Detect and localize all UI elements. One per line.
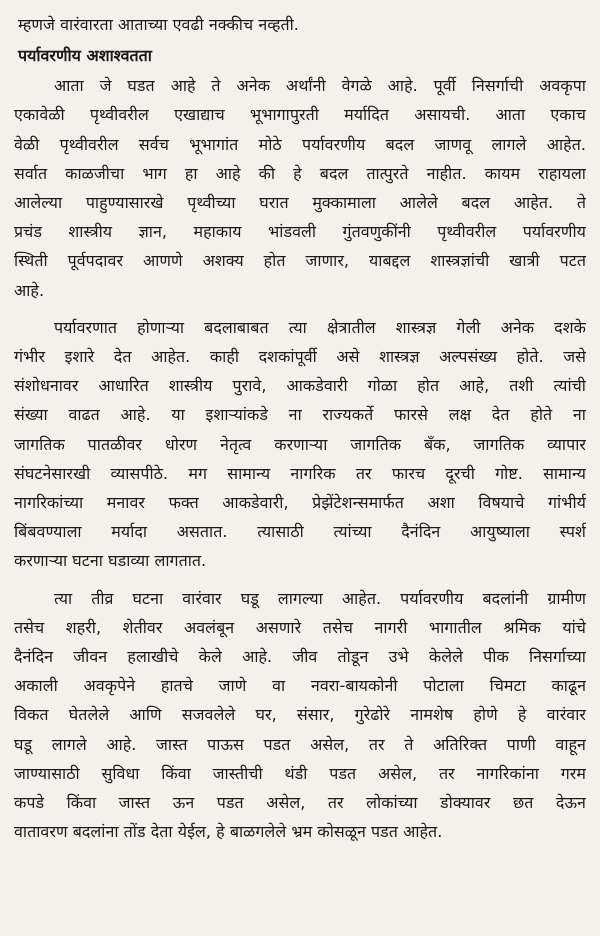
paragraph-line: वेळी पृथ्वीवरील सर्वच भूभागांत मोठे पर्यावरणीय बदल जाणवू लागले आहेत. xyxy=(14,134,586,154)
paragraph-line: पर्यावरणात होणाऱ्या बदलाबाबत त्या क्षेत्रातील शास्त्रज्ञ गेली अनेक दशके xyxy=(54,317,586,337)
paragraph-line: करणाऱ्या घटना घडाव्या लागतात. xyxy=(14,551,207,571)
paragraph-line: अकाली अवकृपेने हातचे जाणे वा नवरा-बायकोनी पोटाला चिमटा काढून xyxy=(14,676,586,696)
paragraph-line: घडू लागले आहे. जास्त पाऊस पडत असेल, तर ते अतिरिक्त पाणी वाहून xyxy=(14,734,586,754)
paragraph-line: गंभीर इशारे देत आहेत. काही दशकांपूर्वी असे शास्त्रज्ञ अल्पसंख्य होते. जसे xyxy=(14,347,586,367)
intro-line: म्हणजे वारंवारता आताच्या एवढी नक्कीच नव्हती. xyxy=(18,15,299,34)
paragraph-1 xyxy=(14,71,586,305)
paragraph-line: त्या तीव्र घटना वारंवार घडू लागल्या आहेत. पर्यावरणीय बदलांनी ग्रामीण xyxy=(54,588,586,608)
paragraph-line: नागरिकांच्या मनावर फक्त आकडेवारी, प्रेझेंटेशन्समार्फत अशा विषयाचे गांभीर्य xyxy=(14,493,586,513)
paragraph-line: तसेच शहरी, शेतीवर अवलंबून असणारे तसेच नागरी भागातील श्रमिक यांचे xyxy=(14,617,586,637)
paragraph-line: एकावेळी पृथ्वीवरील एखाद्याच भूभागापुरती मर्यादित असायची. आता एकाच xyxy=(14,105,586,125)
paragraph-line: आता जे घडत आहे ते अनेक अर्थांनी वेगळे आहे. पूर्वी निसर्गाची अवकृपा xyxy=(54,76,586,96)
paragraph-2 xyxy=(14,313,586,576)
paragraph-line: संघटनेसारखी व्यासपीठे. मग सामान्य नागरिक तर फारच दूरची गोष्ट. सामान्य xyxy=(14,463,586,483)
paragraph-line: स्थिती पूर्वपदावर आणणे अशक्य होत जाणार, याबद्दल शास्त्रज्ञांची खात्री पटत xyxy=(14,251,586,271)
paragraph-line: आहे. xyxy=(14,280,45,300)
paragraph-line: सर्वात काळजीचा भाग हा आहे की हे बदल तात्पुरते नाहीत. कायम राहायला xyxy=(14,163,586,183)
paragraph-line: संशोधनावर आधारित शास्त्रीय पुरावे, आकडेवारी गोळा होत आहे, तशी त्यांची xyxy=(14,376,586,396)
paragraph-line: विकत घेतलेले आणि सजवलेले घर, संसार, गुरेढोरे नामशेष होणे हे वारंवार xyxy=(14,705,586,725)
paragraph-line: वातावरण बदलांना तोंड देता येईल, हे बाळगलेले भ्रम कोसळून पडत आहेत. xyxy=(14,822,443,842)
paragraph-line: कपडे किंवा जास्त ऊन पडत असेल, तर लोकांच्या डोक्यावर छत देऊन xyxy=(14,793,586,813)
paragraph-line: जागतिक पातळीवर धोरण नेतृत्व करणाऱ्या जागतिक बँक, जागतिक व्यापार xyxy=(14,434,586,454)
paragraph-line: बिंबवण्याला मर्यादा असतात. त्यासाठी त्यांच्या दैनंदिन आयुष्याला स्पर्श xyxy=(14,522,586,542)
paragraph-line: आलेल्या पाहुण्यासारखे पृथ्वीच्या घरात मुक्कामाला आलेले बदल आहेत. ते xyxy=(14,193,586,213)
section-heading: पर्यावरणीय अशाश्वतता xyxy=(18,46,152,66)
paragraph-line: जाण्यासाठी सुविधा किंवा जास्तीची थंडी पडत असेल, तर नागरिकांना गरम xyxy=(14,763,586,783)
paragraph-3 xyxy=(14,584,586,847)
paragraph-line: संख्या वाढत आहे. या इशाऱ्यांकडे ना राज्यकर्ते फारसे लक्ष देत होते ना xyxy=(14,405,586,425)
paragraph-line: प्रचंड शास्त्रीय ज्ञान, महाकाय भांडवली गुंतवणुकींनी पृथ्वीवरील पर्यावरणीय xyxy=(14,222,586,242)
paragraph-line: दैनंदिन जीवन हलाखीचे केले आहे. जीव तोडून उभे केलेले पीक निसर्गाच्या xyxy=(14,647,586,667)
